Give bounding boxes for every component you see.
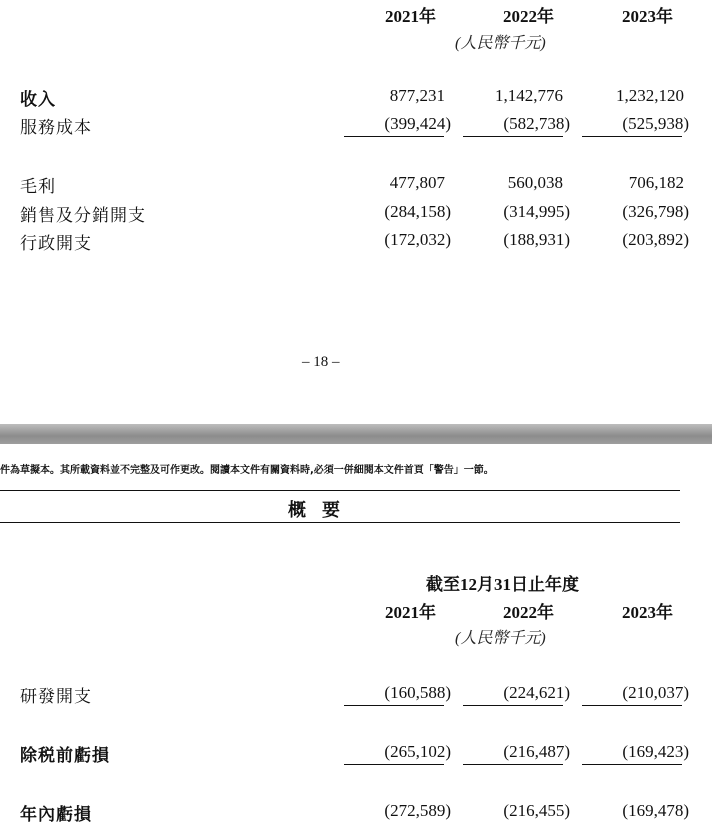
page-number: – 18 – xyxy=(302,354,340,370)
cell-revenue-2022: 1,142,776 xyxy=(495,86,563,105)
row-label-loss-before-tax: 除税前虧損 xyxy=(20,746,110,765)
unit-label: (人民幣千元) xyxy=(455,35,546,52)
subtotal-underline xyxy=(582,764,682,765)
cell-revenue-2023: 1,232,120 xyxy=(616,86,684,105)
cell-rd-2023: (210,037) xyxy=(622,683,689,702)
cell-cost-2023: (525,938) xyxy=(622,114,689,133)
cell-gross-profit-2023: 706,182 xyxy=(628,173,684,192)
section-rule-bottom xyxy=(0,522,680,523)
cell-loss-for-year-2021: (272,589) xyxy=(384,801,451,820)
year-header-2023: 2023年 xyxy=(622,7,673,26)
cell-loss-before-tax-2023: (169,423) xyxy=(622,742,689,761)
section-rule-top xyxy=(0,490,680,491)
subtotal-underline xyxy=(344,705,444,706)
cell-admin-2023: (203,892) xyxy=(622,230,689,249)
row-label-gross-profit: 毛利 xyxy=(20,177,56,196)
draft-notice: 件為草擬本。其所載資料並不完整及可作更改。閱讀本文件有關資料時,必須一併細閱本文件首頁「警告」一節。 xyxy=(0,465,494,476)
year-header-2021: 2021年 xyxy=(385,7,436,26)
row-label-selling-expenses: 銷售及分銷開支 xyxy=(20,206,146,225)
cell-cost-2021: (399,424) xyxy=(384,114,451,133)
cell-rd-2021: (160,588) xyxy=(384,683,451,702)
cell-rd-2022: (224,621) xyxy=(503,683,570,702)
period-header: 截至12月31日止年度 xyxy=(426,575,579,594)
subtotal-underline xyxy=(582,705,682,706)
section-title: 概要 xyxy=(288,500,356,521)
cell-gross-profit-2021: 477,807 xyxy=(389,173,445,192)
cell-selling-2023: (326,798) xyxy=(622,202,689,221)
page-gap xyxy=(0,372,712,424)
row-label-admin-expenses: 行政開支 xyxy=(20,234,92,253)
row-label-rd-expenses: 研發開支 xyxy=(20,687,92,706)
row-label-cost-of-services: 服務成本 xyxy=(20,118,92,137)
subtotal-underline xyxy=(463,764,563,765)
cell-loss-for-year-2022: (216,455) xyxy=(503,801,570,820)
year-header-2022: 2022年 xyxy=(503,7,554,26)
year-header-2023: 2023年 xyxy=(622,603,673,622)
cell-cost-2022: (582,738) xyxy=(503,114,570,133)
row-label-loss-for-year: 年內虧損 xyxy=(20,805,92,824)
unit-label: (人民幣千元) xyxy=(455,630,546,647)
cell-loss-for-year-2023: (169,478) xyxy=(622,801,689,820)
subtotal-underline xyxy=(344,764,444,765)
cell-gross-profit-2022: 560,038 xyxy=(507,173,563,192)
subtotal-underline xyxy=(463,705,563,706)
row-label-revenue: 收入 xyxy=(20,90,56,109)
cell-revenue-2021: 877,231 xyxy=(389,86,445,105)
page-separator-bar xyxy=(0,424,712,444)
year-header-2021: 2021年 xyxy=(385,603,436,622)
subtotal-underline xyxy=(463,136,563,137)
cell-admin-2022: (188,931) xyxy=(503,230,570,249)
cell-loss-before-tax-2022: (216,487) xyxy=(503,742,570,761)
cell-selling-2022: (314,995) xyxy=(503,202,570,221)
year-header-2022: 2022年 xyxy=(503,603,554,622)
cell-admin-2021: (172,032) xyxy=(384,230,451,249)
cell-loss-before-tax-2021: (265,102) xyxy=(384,742,451,761)
cell-selling-2021: (284,158) xyxy=(384,202,451,221)
subtotal-underline xyxy=(344,136,444,137)
subtotal-underline xyxy=(582,136,682,137)
